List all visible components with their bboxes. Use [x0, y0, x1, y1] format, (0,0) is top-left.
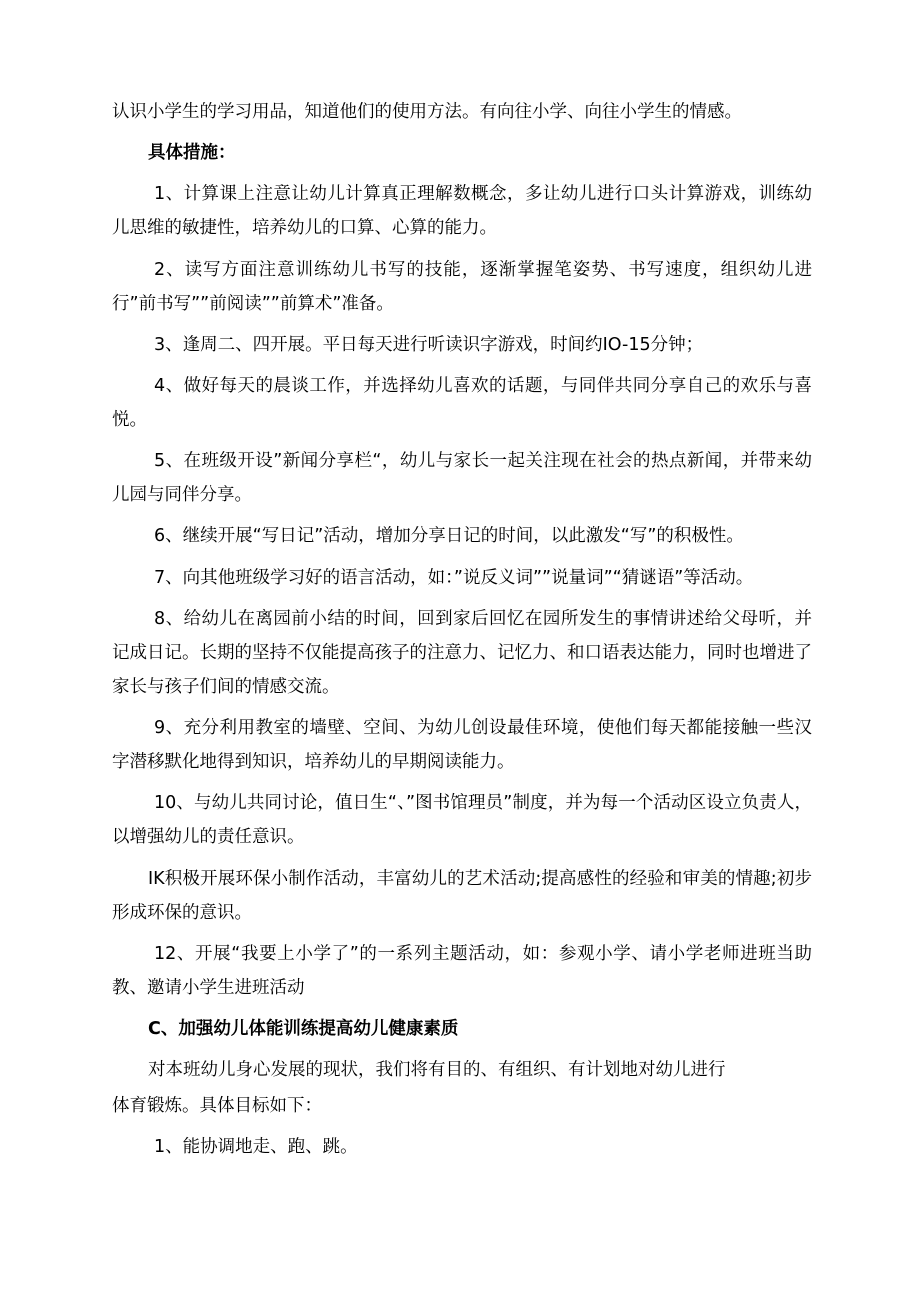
list-item: 5、在班级开设”新闻分享栏“，幼儿与家长一起关注现在社会的热点新闻，并带来幼儿园与同伴分享。 [112, 451, 812, 506]
list-item: 10、与幼儿共同讨论，值日生“、”图书馆理员”制度，并为每一个活动区设立负责人，以增强幼儿的责任意识。 [112, 793, 812, 848]
heading-specific-measures: 具体措施： [148, 143, 236, 164]
list-item: 1、能协调地走、跑、跳。 [154, 1137, 358, 1158]
paragraph-section-c-intro: 对本班幼儿身心发展的现状，我们将有目的、有组织、有计划地对幼儿进行 [148, 1060, 726, 1081]
list-item: 1、计算课上注意让幼儿计算真正理解数概念，多让幼儿进行口头计算游戏，训练幼儿思维的敏捷性，培养幼儿的口算、心算的能力。 [112, 184, 812, 239]
list-item: 12、开展“我要上小学了”的一系列主题活动，如：参观小学、请小学老师进班当助教、邀请小学生进班活动 [112, 943, 812, 998]
paragraph-opening: 认识小学生的学习用品，知道他们的使用方法。有向往小学、向往小学生的情感。 [112, 102, 742, 122]
list-item: 8、给幼儿在离园前小结的时间，回到家后回忆在园所发生的事情讲述给父母听，并记成日记。长期的坚持不仅能提高孩子的注意力、记忆力、和口语表达能力，同时也增进了家长与孩子们间的情感交流。 [112, 608, 812, 697]
paragraph-section-c-intro-cont: 体育锻炼。具体目标如下： [112, 1096, 322, 1117]
list-item: 3、逢周二、四开展。平日每天进行听读识字游戏，时间约IO-15分钟； [154, 334, 704, 355]
list-item: 2、读写方面注意训练幼儿书写的技能，逐渐掌握笔姿势、书写速度，组织幼儿进行”前书写””前阅读””前算术”准备。 [112, 259, 812, 314]
list-item: 9、充分利用教室的墙壁、空间、为幼儿创设最佳环境，使他们每天都能接触一些汉字潜移默化地得到知识，培养幼儿的早期阅读能力。 [112, 718, 812, 773]
list-item: 6、继续开展“写日记”活动，增加分享日记的时间，以此激发“写”的积极性。 [154, 526, 744, 547]
heading-section-c: C、加强幼儿体能训练提高幼儿健康素质 [148, 1019, 459, 1039]
list-item: 4、做好每天的晨谈工作，并选择幼儿喜欢的话题，与同伴共同分享自己的欢乐与喜悦。 [112, 375, 812, 430]
list-item: 7、向其他班级学习好的语言活动，如：”说反义词””说量词”“猜谜语”等活动。 [154, 567, 754, 588]
list-item: IK积极开展环保小制作活动，丰富幼儿的艺术活动;提高感性的经验和审美的情趣;初步形成环保的意识。 [112, 868, 812, 923]
document-body [112, 95, 812, 1165]
